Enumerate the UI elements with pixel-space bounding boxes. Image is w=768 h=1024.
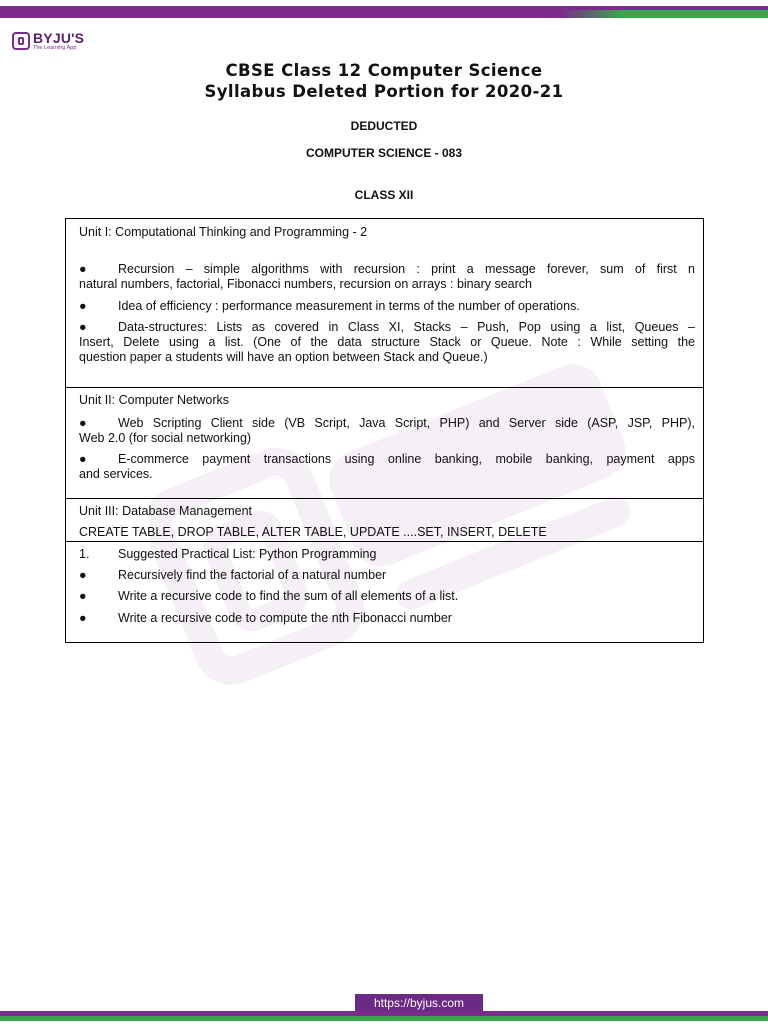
bullet-icon: ●	[79, 299, 87, 313]
byjus-logo-icon	[12, 32, 30, 50]
unit-1-bullet-2	[79, 299, 695, 314]
practical-item-2-text: Write a recursive code to find the sum of all elements of a list.	[118, 589, 459, 603]
unit-3-commands: CREATE TABLE, DROP TABLE, ALTER TABLE, UPDATE ....SET, INSERT, DELETE	[79, 525, 547, 539]
unit-3-heading: Unit III: Database Management	[79, 504, 253, 518]
subject-label: COMPUTER SCIENCE - 083	[305, 146, 463, 160]
title-line-2: Syllabus Deleted Portion for 2020-21	[204, 82, 564, 101]
unit-2-section	[65, 387, 704, 499]
unit-2-bullet-2-line-2: and services.	[79, 467, 153, 481]
unit-2-bullet-2-line-1	[79, 452, 695, 467]
practical-section	[65, 541, 704, 643]
unit-1-bullet-1-line-2: natural numbers, factorial, Fibonacci numbers, recursion on arrays : binary search	[79, 277, 532, 291]
bullet-icon: ●	[79, 262, 87, 276]
unit-1-bullet-3-line-2: Insert, Delete using a list. (One of the data structure Stack or Queue. Note : While setting the	[79, 335, 695, 349]
unit-1-section	[65, 218, 704, 388]
unit-2-bullet-1-line-1	[79, 416, 695, 431]
practical-item-1-text: Recursively find the factorial of a natural number	[118, 568, 387, 582]
practical-item-3-text: Write a recursive code to compute the nth Fibonacci number	[118, 611, 452, 625]
unit-1-heading: Unit I: Computational Thinking and Programming - 2	[79, 225, 368, 239]
practical-item-2	[79, 589, 695, 604]
unit-1-bullet-2-text: Idea of efficiency : performance measurement in terms of the number of operations.	[118, 299, 580, 313]
bottom-decorative-bar	[0, 1011, 768, 1024]
bottom-green-stripe	[0, 1016, 768, 1021]
unit-1-bullet-3-line-3: question paper a students will have an option between Stack and Queue.)	[79, 350, 488, 364]
unit-3-section	[65, 498, 704, 542]
unit-1-bullet-1-line-1	[79, 262, 695, 277]
bullet-icon: ●	[79, 589, 87, 603]
unit-1-bullet-1-text: Recursion – simple algorithms with recursion : print a message forever, sum of first n	[118, 262, 695, 276]
practical-number: 1.	[79, 547, 90, 561]
unit-2-bullet-2-text: E-commerce payment transactions using online banking, mobile banking, payment apps	[118, 452, 695, 466]
practical-heading-text: Suggested Practical List: Python Programming	[118, 547, 377, 561]
practical-heading	[79, 547, 695, 562]
bullet-icon: ●	[79, 611, 87, 625]
bullet-icon: ●	[79, 320, 87, 334]
practical-item-3	[79, 611, 695, 626]
byjus-logo[interactable]	[12, 31, 84, 52]
top-decorative-bar	[0, 0, 768, 24]
document-title	[0, 60, 768, 102]
unit-1-bullet-3-line-1	[79, 320, 695, 335]
bullet-icon: ●	[79, 452, 87, 466]
logo-text	[33, 31, 84, 52]
unit-2-bullet-1-line-2: Web 2.0 (for social networking)	[79, 431, 252, 445]
unit-2-bullet-1-text: Web Scripting Client side (VB Script, Java Script, PHP) and Server side (ASP, JSP, PHP),	[118, 416, 695, 430]
logo-name: BYJU'S	[33, 30, 85, 46]
title-line-1: CBSE Class 12 Computer Science	[225, 61, 543, 80]
practical-item-1	[79, 568, 695, 583]
footer-website-link[interactable]: https://byjus.com	[355, 994, 483, 1012]
class-label: CLASS XII	[354, 188, 414, 202]
bullet-icon: ●	[79, 568, 87, 582]
bullet-icon: ●	[79, 416, 87, 430]
logo-tagline: The Learning App	[33, 45, 77, 51]
deducted-label: DEDUCTED	[350, 119, 418, 133]
top-green-stripe	[560, 10, 768, 18]
unit-1-bullet-3-text: Data-structures: Lists as covered in Class XI, Stacks – Push, Pop using a list, Queues –	[118, 320, 695, 334]
unit-2-heading: Unit II: Computer Networks	[79, 393, 230, 407]
